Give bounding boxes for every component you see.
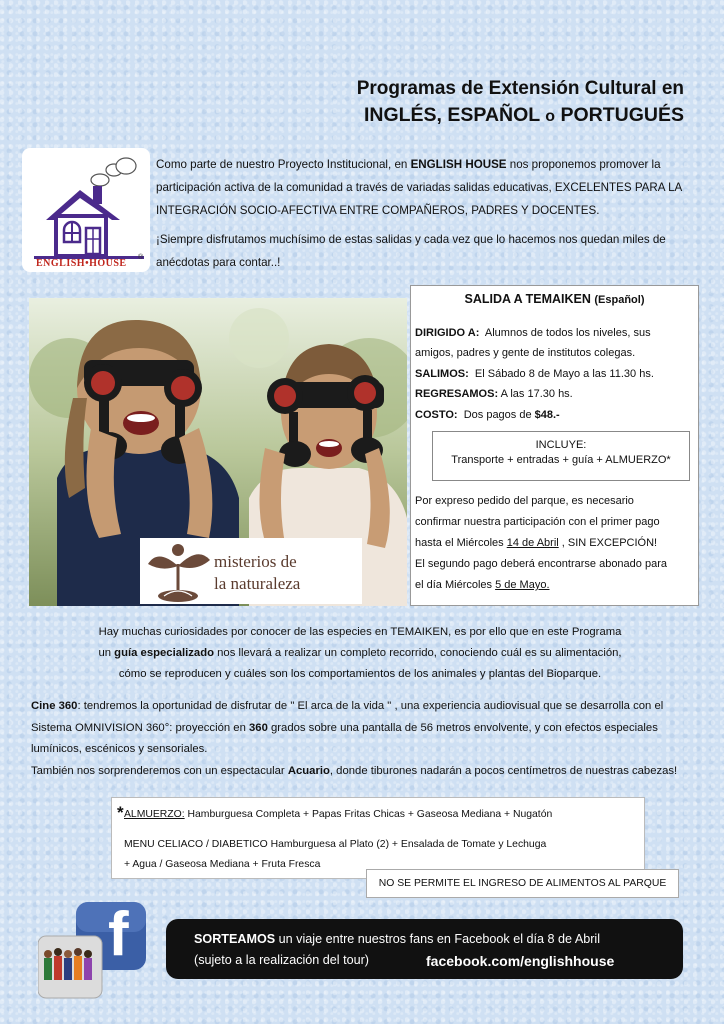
badge-line2: la naturaleza bbox=[214, 574, 301, 593]
note-line1: Por expreso pedido del parque, es necesario bbox=[415, 495, 634, 507]
facebook-icon[interactable] bbox=[38, 898, 150, 1002]
facebook-link[interactable]: facebook.com/englishhouse bbox=[426, 953, 615, 969]
panel-title: SALIDA A TEMAIKEN (Español) bbox=[464, 292, 645, 306]
no-food-notice: NO SE PERMITE EL INGRESO DE ALIMENTOS AL PARQUE bbox=[366, 869, 679, 898]
dirigido-line: DIRIGIDO A: Alumnos de todos los niveles, sus bbox=[415, 327, 651, 339]
badge-line1: misterios de bbox=[214, 552, 297, 571]
costo-line: COSTO: Dos pagos de $48.- bbox=[415, 409, 560, 421]
temaiken-description: Hay muchas curiosidades por conocer de las especies en TEMAIKEN, es por ello que en este Programa un guía especializado nos llevará a realizar un completo recorrido, conociendo cuál es su alimentación, cómo se reproducen y cuáles son los comportamientos de los animales y plantas del Bioparque. bbox=[98, 626, 622, 680]
incluye-text: Transporte + entradas + guía + ALMUERZO* bbox=[451, 454, 671, 466]
dirigido-line2: amigos, padres y gente de institutos colegas. bbox=[415, 347, 636, 359]
logo-text: ENGLISH•HOUSE bbox=[36, 258, 127, 269]
sprout-icon bbox=[148, 544, 210, 602]
sujeto-line: (sujeto a la realización del tour) bbox=[194, 953, 370, 967]
registered-mark: ® bbox=[138, 254, 144, 261]
incluye-title: INCLUYE: bbox=[535, 439, 587, 451]
incluye-box bbox=[432, 431, 690, 481]
sorteo-line: SORTEAMOS un viaje entre nuestros fans en Facebook el día 8 de Abril bbox=[194, 932, 601, 946]
menu-box bbox=[111, 797, 645, 879]
smoke-icon bbox=[91, 158, 136, 186]
page-title: Programas de Extensión Cultural en bbox=[356, 78, 684, 99]
note-line3: hasta el Miércoles 14 de Abril , SIN EXCEPCIÓN! bbox=[415, 537, 658, 549]
intro-text: Como parte de nuestro Proyecto Institucional, en ENGLISH HOUSE nos proponemos promover la participación activa de la comunidad a través de variadas salidas educativas, EXCELENTES PARA LA INTEGRACIÓN SOCIO-AFECTIVA ENTRE COMPAÑEROS, PADRES Y DOCENTES. ¡Siempre disfrutamos muchísimo de estas salidas y cada vez que lo hacemos nos quedan miles de anécdotas para contar..! bbox=[156, 158, 682, 269]
page-subtitle: INGLÉS, ESPAÑOL o PORTUGUÉS bbox=[363, 104, 684, 126]
window-icon bbox=[64, 222, 80, 242]
celiaco-line: MENU CELIACO / DIABETICO Hamburguesa al Plato (2) + Ensalada de Tomate y Lechuga bbox=[124, 839, 547, 850]
temaiken-info-panel bbox=[410, 285, 699, 606]
people-icon bbox=[44, 948, 92, 980]
note-line5: el día Miércoles 5 de Mayo. bbox=[415, 579, 550, 591]
fb-letter: f bbox=[108, 900, 129, 969]
misterios-naturaleza-logo bbox=[140, 538, 362, 604]
salimos-line: SALIMOS: El Sábado 8 de Mayo a las 11.30 hs. bbox=[415, 368, 654, 380]
almuerzo-line: ALMUERZO: Hamburguesa Completa + Papas Fritas Chicas + Gaseosa Mediana + Nugatón bbox=[124, 809, 553, 820]
asterisk: * bbox=[117, 803, 124, 822]
english-house-logo bbox=[22, 148, 150, 272]
regresamos-line: REGRESAMOS: A las 17.30 hs. bbox=[415, 388, 573, 400]
cine-360-text: Cine 360: tendremos la oportunidad de disfrutar de " El arca de la vida " , una experiencia audiovisual que se desarrolla con el Sistema OMNIVISION 360°: proyección en 360 grados sobre una pantalla de 56 metros envolvente, y con efectos especiales lumínicos, escénicos y sensoriales. También nos sorprenderemos con un espectacular Acuario, donde tiburones nadarán a pocos centímetros de nuestras cabezas! bbox=[31, 700, 678, 777]
celiaco-line2: + Agua / Gaseosa Mediana + Fruta Fresca bbox=[124, 859, 321, 870]
note-line4: El segundo pago deberá encontrarse abonado para bbox=[415, 558, 667, 570]
note-line2: confirmar nuestra participación con el primer pago bbox=[415, 516, 660, 528]
sorteo-banner bbox=[166, 919, 683, 979]
